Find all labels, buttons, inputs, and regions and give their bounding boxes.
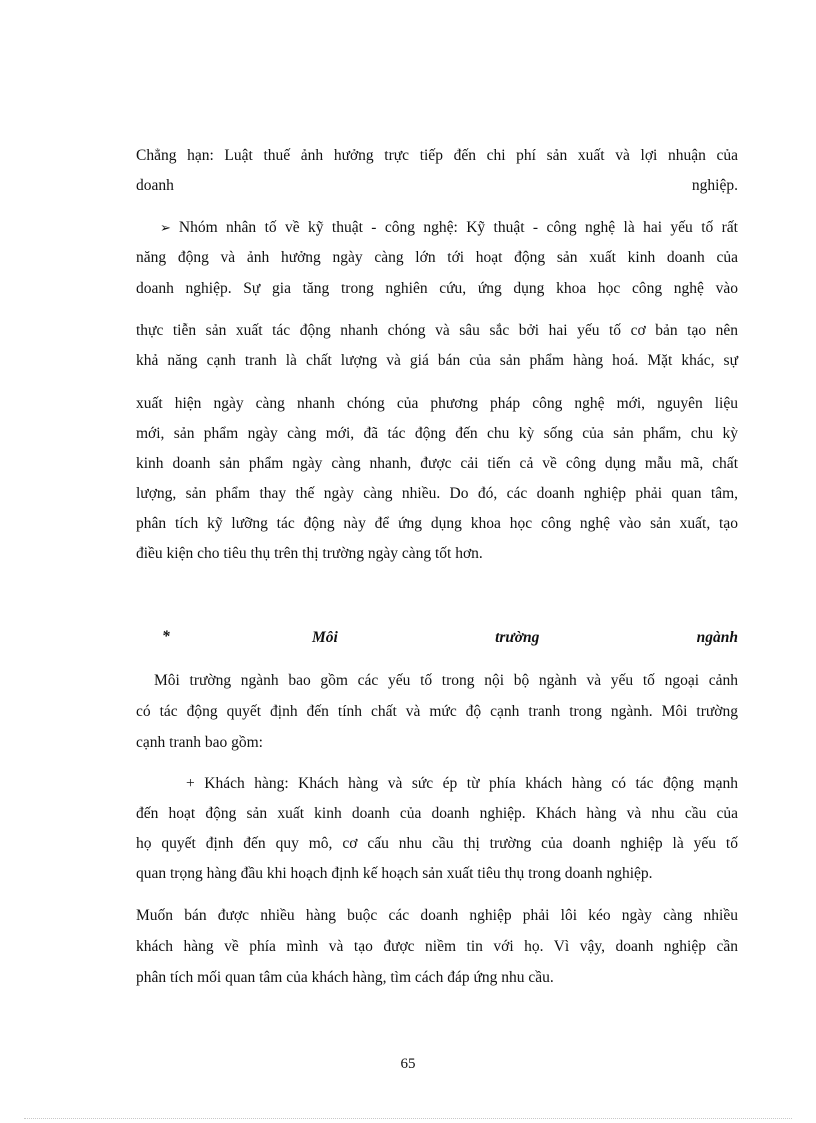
heading-word: trường	[495, 629, 540, 646]
text-line: năng động và ảnh hưởng ngày càng lớn tới hoạt động sản xuất kinh doanh của	[136, 249, 738, 266]
page-bottom-border	[24, 1118, 792, 1119]
text-line: Môi trường ngành bao gồm các yếu tố trong nội bộ ngành và yếu tố ngoại cảnh	[154, 672, 738, 689]
text-line: điều kiện cho tiêu thụ trên thị trường ngày càng tốt hơn.	[136, 545, 483, 562]
text-line: quan trọng hàng đầu khi hoạch định kế hoạch sản xuất tiêu thụ trong doanh nghiệp.	[136, 865, 653, 882]
text-line: đến hoạt động sản xuất kinh doanh của doanh nghiệp. Khách hàng và nhu cầu của	[136, 805, 738, 822]
arrow-bullet-icon: ➢	[160, 221, 171, 236]
text-line: có tác động quyết định đến tính chất và mức độ cạnh tranh trong ngành. Môi trường	[136, 703, 738, 720]
text-line: họ quyết định đến quy mô, cơ cấu nhu cầu thị trường của doanh nghiệp là yếu tố	[136, 835, 738, 852]
text-line: doanh nghiệp.	[136, 177, 738, 194]
text-line: Muốn bán được nhiều hàng buộc các doanh nghiệp phải lôi kéo ngày càng nhiều	[136, 907, 738, 924]
text-line: khách hàng về phía mình và tạo được niềm tin với họ. Vì vậy, doanh nghiệp cần	[136, 938, 738, 955]
text-line: kinh doanh sản phẩm ngày càng nhanh, được cải tiến cả về công dụng mẫu mã, chất	[136, 455, 738, 472]
heading-word: ngành	[696, 629, 739, 646]
text-line: mới, sản phẩm ngày càng mới, đã tác động đến chu kỳ sống của sản phẩm, chu kỳ	[136, 425, 738, 442]
section-heading	[312, 628, 738, 648]
heading-marker: *	[162, 628, 170, 645]
bullet-line	[160, 218, 738, 239]
text-line: phân tích mối quan tâm của khách hàng, tìm cách đáp ứng nhu cầu.	[136, 969, 554, 986]
text-line: Nhóm nhân tố về kỹ thuật - công nghệ: Kỹ thuật - công nghệ là hai yếu tố rất	[178, 219, 738, 236]
text-line: cạnh tranh bao gồm:	[136, 734, 263, 751]
text-line: doanh nghiệp. Sự gia tăng trong nghiên cứu, ứng dụng khoa học công nghệ vào	[136, 280, 738, 297]
text-line: + Khách hàng: Khách hàng và sức ép từ phía khách hàng có tác động mạnh	[186, 775, 738, 792]
page-number: 65	[400, 1056, 416, 1072]
text-line: Chẳng hạn: Luật thuế ảnh hưởng trực tiếp đến chi phí sản xuất và lợi nhuận của	[136, 147, 738, 164]
text-line: xuất hiện ngày càng nhanh chóng của phương pháp công nghệ mới, nguyên liệu	[136, 395, 738, 412]
text-line: khả năng cạnh tranh là chất lượng và giá bán của sản phẩm hàng hoá. Mặt khác, sự	[136, 352, 738, 369]
text-line: lượng, sản phẩm thay thế ngày càng nhiều. Do đó, các doanh nghiệp phải quan tâm,	[136, 485, 738, 502]
text-line: phân tích kỹ lưỡng tác động này để ứng dụng khoa học công nghệ vào sản xuất, tạo	[136, 515, 738, 532]
heading-word: Môi	[312, 629, 338, 646]
text-line: thực tiễn sản xuất tác động nhanh chóng và sâu sắc bởi hai yếu tố cơ bản tạo nên	[136, 322, 738, 339]
